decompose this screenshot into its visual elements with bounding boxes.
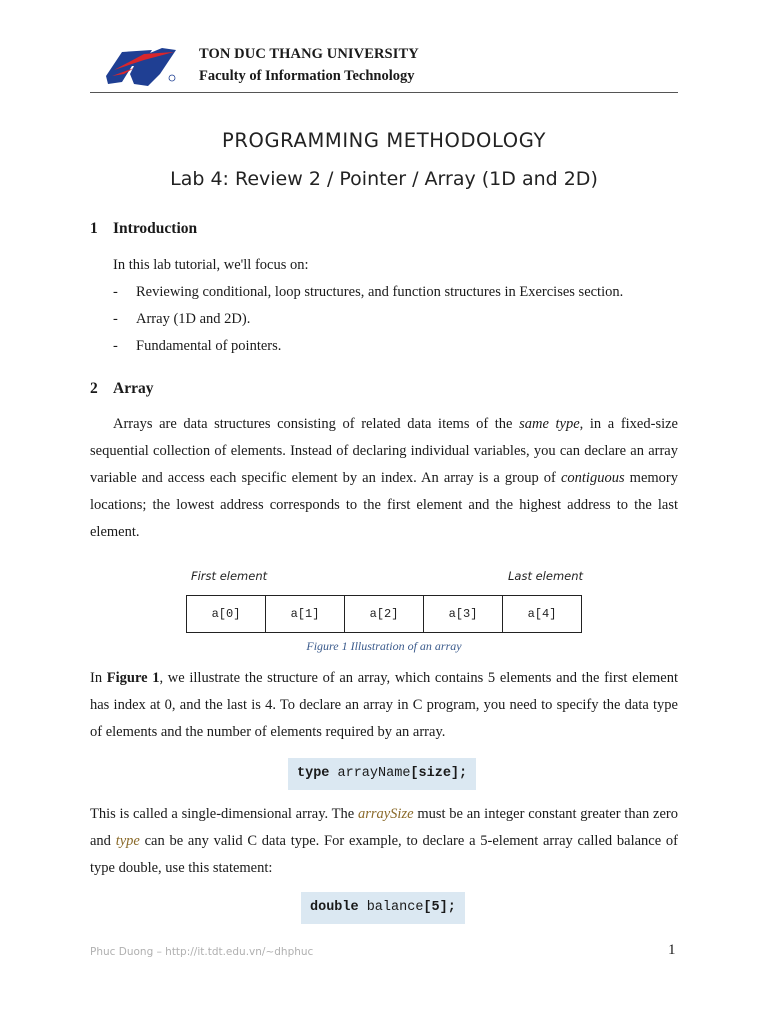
section-title: Array xyxy=(113,380,154,397)
section-number: 2 xyxy=(90,380,98,397)
array-cell: a[0] xyxy=(187,596,266,632)
figure-paragraph: In Figure 1, we illustrate the structure of an array, which contains 5 elements and the first element has index at 0, and the last is 4. To declare an array in C program, you need to specify the data type of elements and the number of elements required by an array. xyxy=(90,670,678,740)
array-cell: a[3] xyxy=(424,596,503,632)
footer-author: Phuc Duong – http://it.tdt.edu.vn/~dhphuc xyxy=(90,946,314,958)
list-item: - Reviewing conditional, loop structures, and function structures in Exercises section. xyxy=(113,284,624,300)
array-cell: a[1] xyxy=(266,596,345,632)
code-balance-declaration: double balance[5]; xyxy=(301,892,465,924)
array-cell: a[4] xyxy=(527,607,557,621)
header-divider xyxy=(90,92,678,93)
lab-title: Lab 4: Review 2 / Pointer / Array (1D and 2D) xyxy=(170,168,598,190)
first-element-label: First element xyxy=(191,569,268,583)
code-array-declaration: type arrayName[size]; xyxy=(288,758,476,790)
list-item: - Fundamental of pointers. xyxy=(113,338,282,354)
page-number: 1 xyxy=(668,942,676,958)
bullet-dash: - xyxy=(113,311,118,327)
intro-text: In this lab tutorial, we'll focus on: xyxy=(113,257,309,273)
section-title: Introduction xyxy=(113,220,198,237)
university-logo xyxy=(104,44,180,90)
bullet-dash: - xyxy=(113,338,118,354)
section-2-heading xyxy=(90,380,153,398)
single-dim-paragraph: This is called a single-dimensional array. The arraySize must be an integer constant greater than zero and type can be any valid C data type. For example, to declare a 5-element array called balance of type double, use this statement: xyxy=(90,806,679,876)
array-cell: a[2] xyxy=(345,596,424,632)
figure-caption: Figure 1 Illustration of an array xyxy=(306,639,462,653)
faculty-name: Faculty of Information Technology xyxy=(199,68,415,84)
bullet-dash: - xyxy=(113,284,118,300)
university-name: TON DUC THANG UNIVERSITY xyxy=(199,46,419,62)
last-element-label: Last element xyxy=(508,569,584,583)
section-1-heading xyxy=(90,220,197,238)
course-title: PROGRAMMING METHODOLOGY xyxy=(222,129,546,152)
array-figure xyxy=(186,595,582,633)
section-number: 1 xyxy=(90,220,98,237)
array-paragraph: Arrays are data structures consisting of related data items of the same type, in a fixed-size sequential collection of elements. Instead of declaring individual variables, you can declare an array variable and access each specific element by an index. An array is a group of contiguous memory locations; the lowest address corresponds to the first element and the highest address to the last element. xyxy=(90,416,678,540)
list-item: - Array (1D and 2D). xyxy=(113,311,251,327)
